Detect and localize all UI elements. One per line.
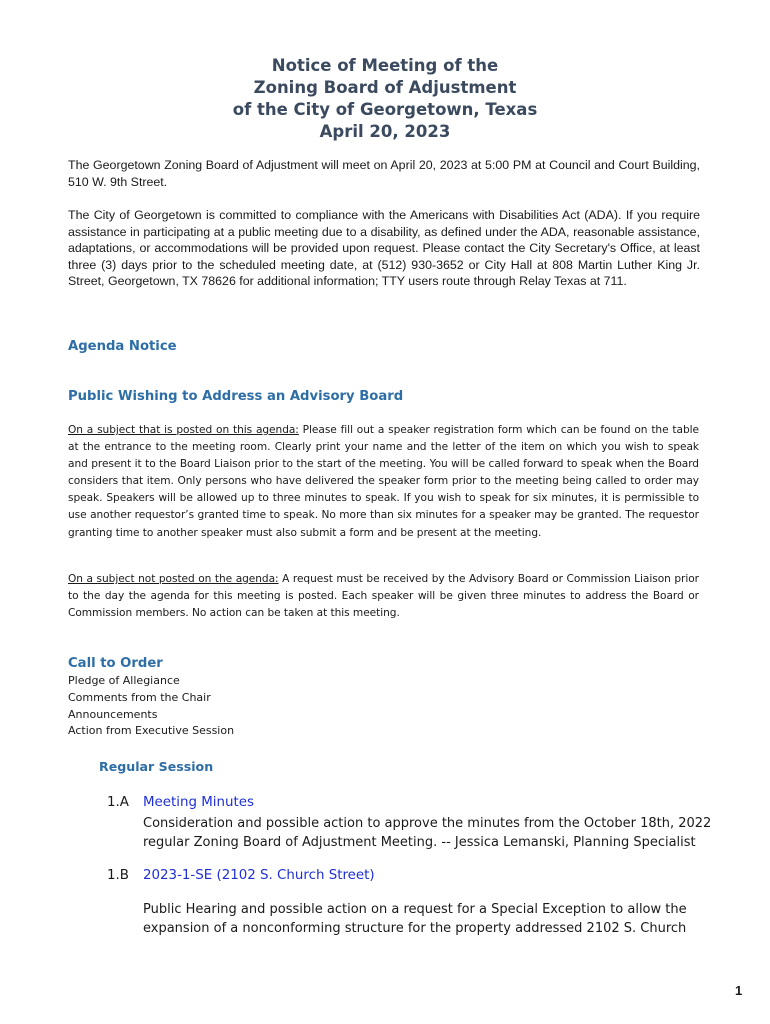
agenda-item-number: 1.A: [107, 795, 129, 810]
agenda-item-link-2023-1-se[interactable]: 2023-1-SE (2102 S. Church Street): [143, 868, 375, 883]
regular-session-heading: Regular Session: [99, 759, 214, 774]
call-to-order-list: [68, 673, 234, 740]
title-line-4: April 20, 2023: [319, 122, 451, 141]
call-to-order-heading: Call to Order: [68, 656, 163, 671]
page-title: [0, 55, 770, 143]
list-item: Pledge of Allegiance: [68, 674, 180, 687]
not-posted-subject-label: On a subject not posted on the agenda:: [68, 573, 279, 585]
agenda-item-description: Public Hearing and possible action on a request for a Special Exception to allow the expansion of a nonconforming structure for the property addressed 2102 S. Church: [143, 902, 687, 936]
not-posted-subject-paragraph: [68, 571, 699, 622]
list-item: Announcements: [68, 707, 158, 721]
title-line-1: Notice of Meeting of the: [271, 56, 499, 75]
ada-paragraph: The City of Georgetown is committed to compliance with the Americans with Disabilities Act (ADA). If you require assistance in participating at a public meeting due to a disability, as defined under the ADA, reasonable assistance, adaptations, or accommodations will be provided upon request. Please contact the City Secretary's Office, at least three (3) days prior to the scheduled meeting date, at (512) 930-3652 or City Hall at 808 Martin Luther King Jr. Street, Georgetown, TX 78626 for additional information; TTY users route through Relay Texas at 711.: [68, 208, 700, 288]
agenda-notice-heading: Agenda Notice: [68, 339, 177, 354]
title-line-2: Zoning Board of Adjustment: [253, 78, 517, 97]
agenda-item-description: Consideration and possible action to approve the minutes from the October 18th, 2022 regular Zoning Board of Adjustment Meeting. -- Jessica Lemanski, Planning Specialist: [143, 816, 712, 850]
title-line-3: of the City of Georgetown, Texas: [232, 100, 538, 119]
list-item: Action from Executive Session: [68, 724, 235, 738]
page-number: 1: [735, 983, 743, 998]
agenda-item-link-meeting-minutes[interactable]: Meeting Minutes: [143, 795, 254, 810]
meeting-location-paragraph: The Georgetown Zoning Board of Adjustment will meet on April 20, 2023 at 5:00 PM at Council and Court Building, 510 W. 9th Street.: [68, 158, 700, 189]
public-wishing-heading: Public Wishing to Address an Advisory Board: [68, 389, 404, 404]
list-item: Comments from the Chair: [68, 690, 211, 704]
not-posted-subject-text: A request must be received by the Advisory Board or Commission Liaison prior to the day the agenda for this meeting is posted. Each speaker will be given three minutes to address the Board or Commission members. No action can be taken at this meeting.: [68, 573, 699, 620]
agenda-item-number: 1.B: [107, 868, 129, 883]
posted-subject-paragraph: [68, 422, 699, 542]
posted-subject-label: On a subject that is posted on this agenda:: [68, 424, 299, 436]
posted-subject-text: Please fill out a speaker registration form which can be found on the table at the entrance to the meeting room. Clearly print your name and the letter of the item on which you wish to speak and present it to the Board Liaison prior to the start of the meeting. You will be called forward to speak when the Board considers that item. Only persons who have delivered the speaker form prior to the meeting being called to order may speak. Speakers will be allowed up to three minutes to speak. If you wish to speak for six minutes, it is permissible to use another requestor’s granted time to speak. No more than six minutes for a speaker may be granted. The requestor granting time to another speaker must also submit a form and be present at the meeting.: [68, 424, 699, 539]
